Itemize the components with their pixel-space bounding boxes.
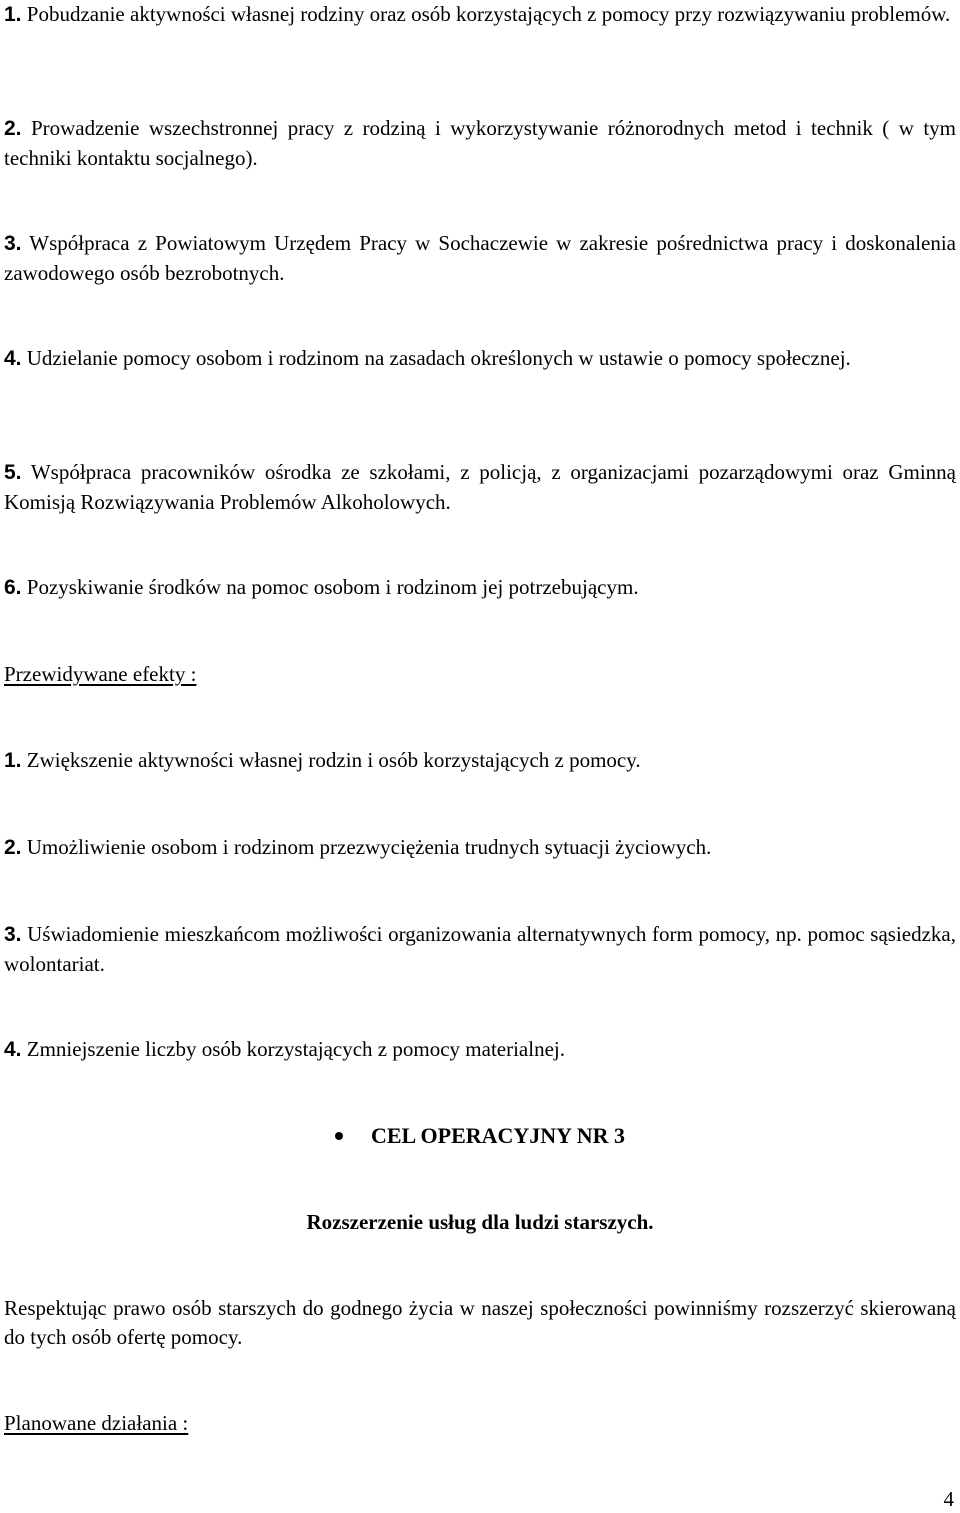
section-heading-planned: Planowane działania : xyxy=(4,1411,189,1435)
list-item xyxy=(4,920,956,978)
item-number: 3. xyxy=(4,232,22,255)
goal-heading: CEL OPERACYJNY NR 3 xyxy=(371,1123,626,1148)
list-item xyxy=(4,229,956,287)
goal-subtitle: Rozszerzenie usług dla ludzi starszych. xyxy=(306,1210,654,1234)
list-item xyxy=(4,746,956,776)
list-item xyxy=(4,458,956,516)
bullet-icon xyxy=(335,1132,343,1140)
item-number: 6. xyxy=(4,576,22,599)
item-text: Pobudzanie aktywności własnej rodziny oraz osób korzystających z pomocy przy rozwiązywaniu problemów. xyxy=(26,2,951,26)
item-text: Prowadzenie wszechstronnej pracy z rodziną i wykorzystywanie różnorodnych metod i technik ( w tym techniki kontaktu socjalnego). xyxy=(4,116,957,170)
item-text: Udzielanie pomocy osobom i rodzinom na zasadach określonych w ustawie o pomocy społecznej. xyxy=(26,346,851,370)
list-item xyxy=(4,0,956,30)
item-text: Współpraca pracowników ośrodka ze szkołami, z policją, z organizacjami pozarządowymi oraz Gminną Komisją Rozwiązywania Problemów Alkoholowych. xyxy=(4,460,956,514)
list-item xyxy=(4,344,956,374)
item-number: 3. xyxy=(4,923,22,946)
intro-paragraph: Respektując prawo osób starszych do godnego życia w naszej społeczności powinniśmy rozszerzyć skierowaną do tych osób ofertę pomocy. xyxy=(4,1296,956,1349)
item-number: 2. xyxy=(4,836,22,859)
list-item xyxy=(4,573,956,603)
list-item xyxy=(4,114,956,172)
item-text: Pozyskiwanie środków na pomoc osobom i rodzinom jej potrzebującym. xyxy=(26,575,639,599)
item-text: Umożliwienie osobom i rodzinom przezwyciężenia trudnych sytuacji życiowych. xyxy=(26,835,712,859)
goal-heading-row xyxy=(0,1121,960,1151)
item-text: Zwiększenie aktywności własnej rodzin i osób korzystających z pomocy. xyxy=(26,748,641,772)
item-number: 1. xyxy=(4,3,22,26)
item-number: 4. xyxy=(4,347,22,370)
list-item xyxy=(4,833,956,863)
item-number: 1. xyxy=(4,749,22,772)
item-number: 5. xyxy=(4,461,22,484)
item-text: Uświadomienie mieszkańcom możliwości organizowania alternatywnych form pomocy, np. pomoc sąsiedzka, wolontariat. xyxy=(4,922,956,976)
item-text: Zmniejszenie liczby osób korzystających z pomocy materialnej. xyxy=(26,1037,565,1061)
item-number: 2. xyxy=(4,117,22,140)
section-heading-effects: Przewidywane efekty : xyxy=(4,662,197,686)
item-number: 4. xyxy=(4,1038,22,1061)
page-number: 4 xyxy=(943,1487,954,1511)
list-item xyxy=(4,1035,956,1065)
item-text: Współpraca z Powiatowym Urzędem Pracy w Sochaczewie w zakresie pośrednictwa pracy i doskonalenia zawodowego osób bezrobotnych. xyxy=(4,231,957,285)
